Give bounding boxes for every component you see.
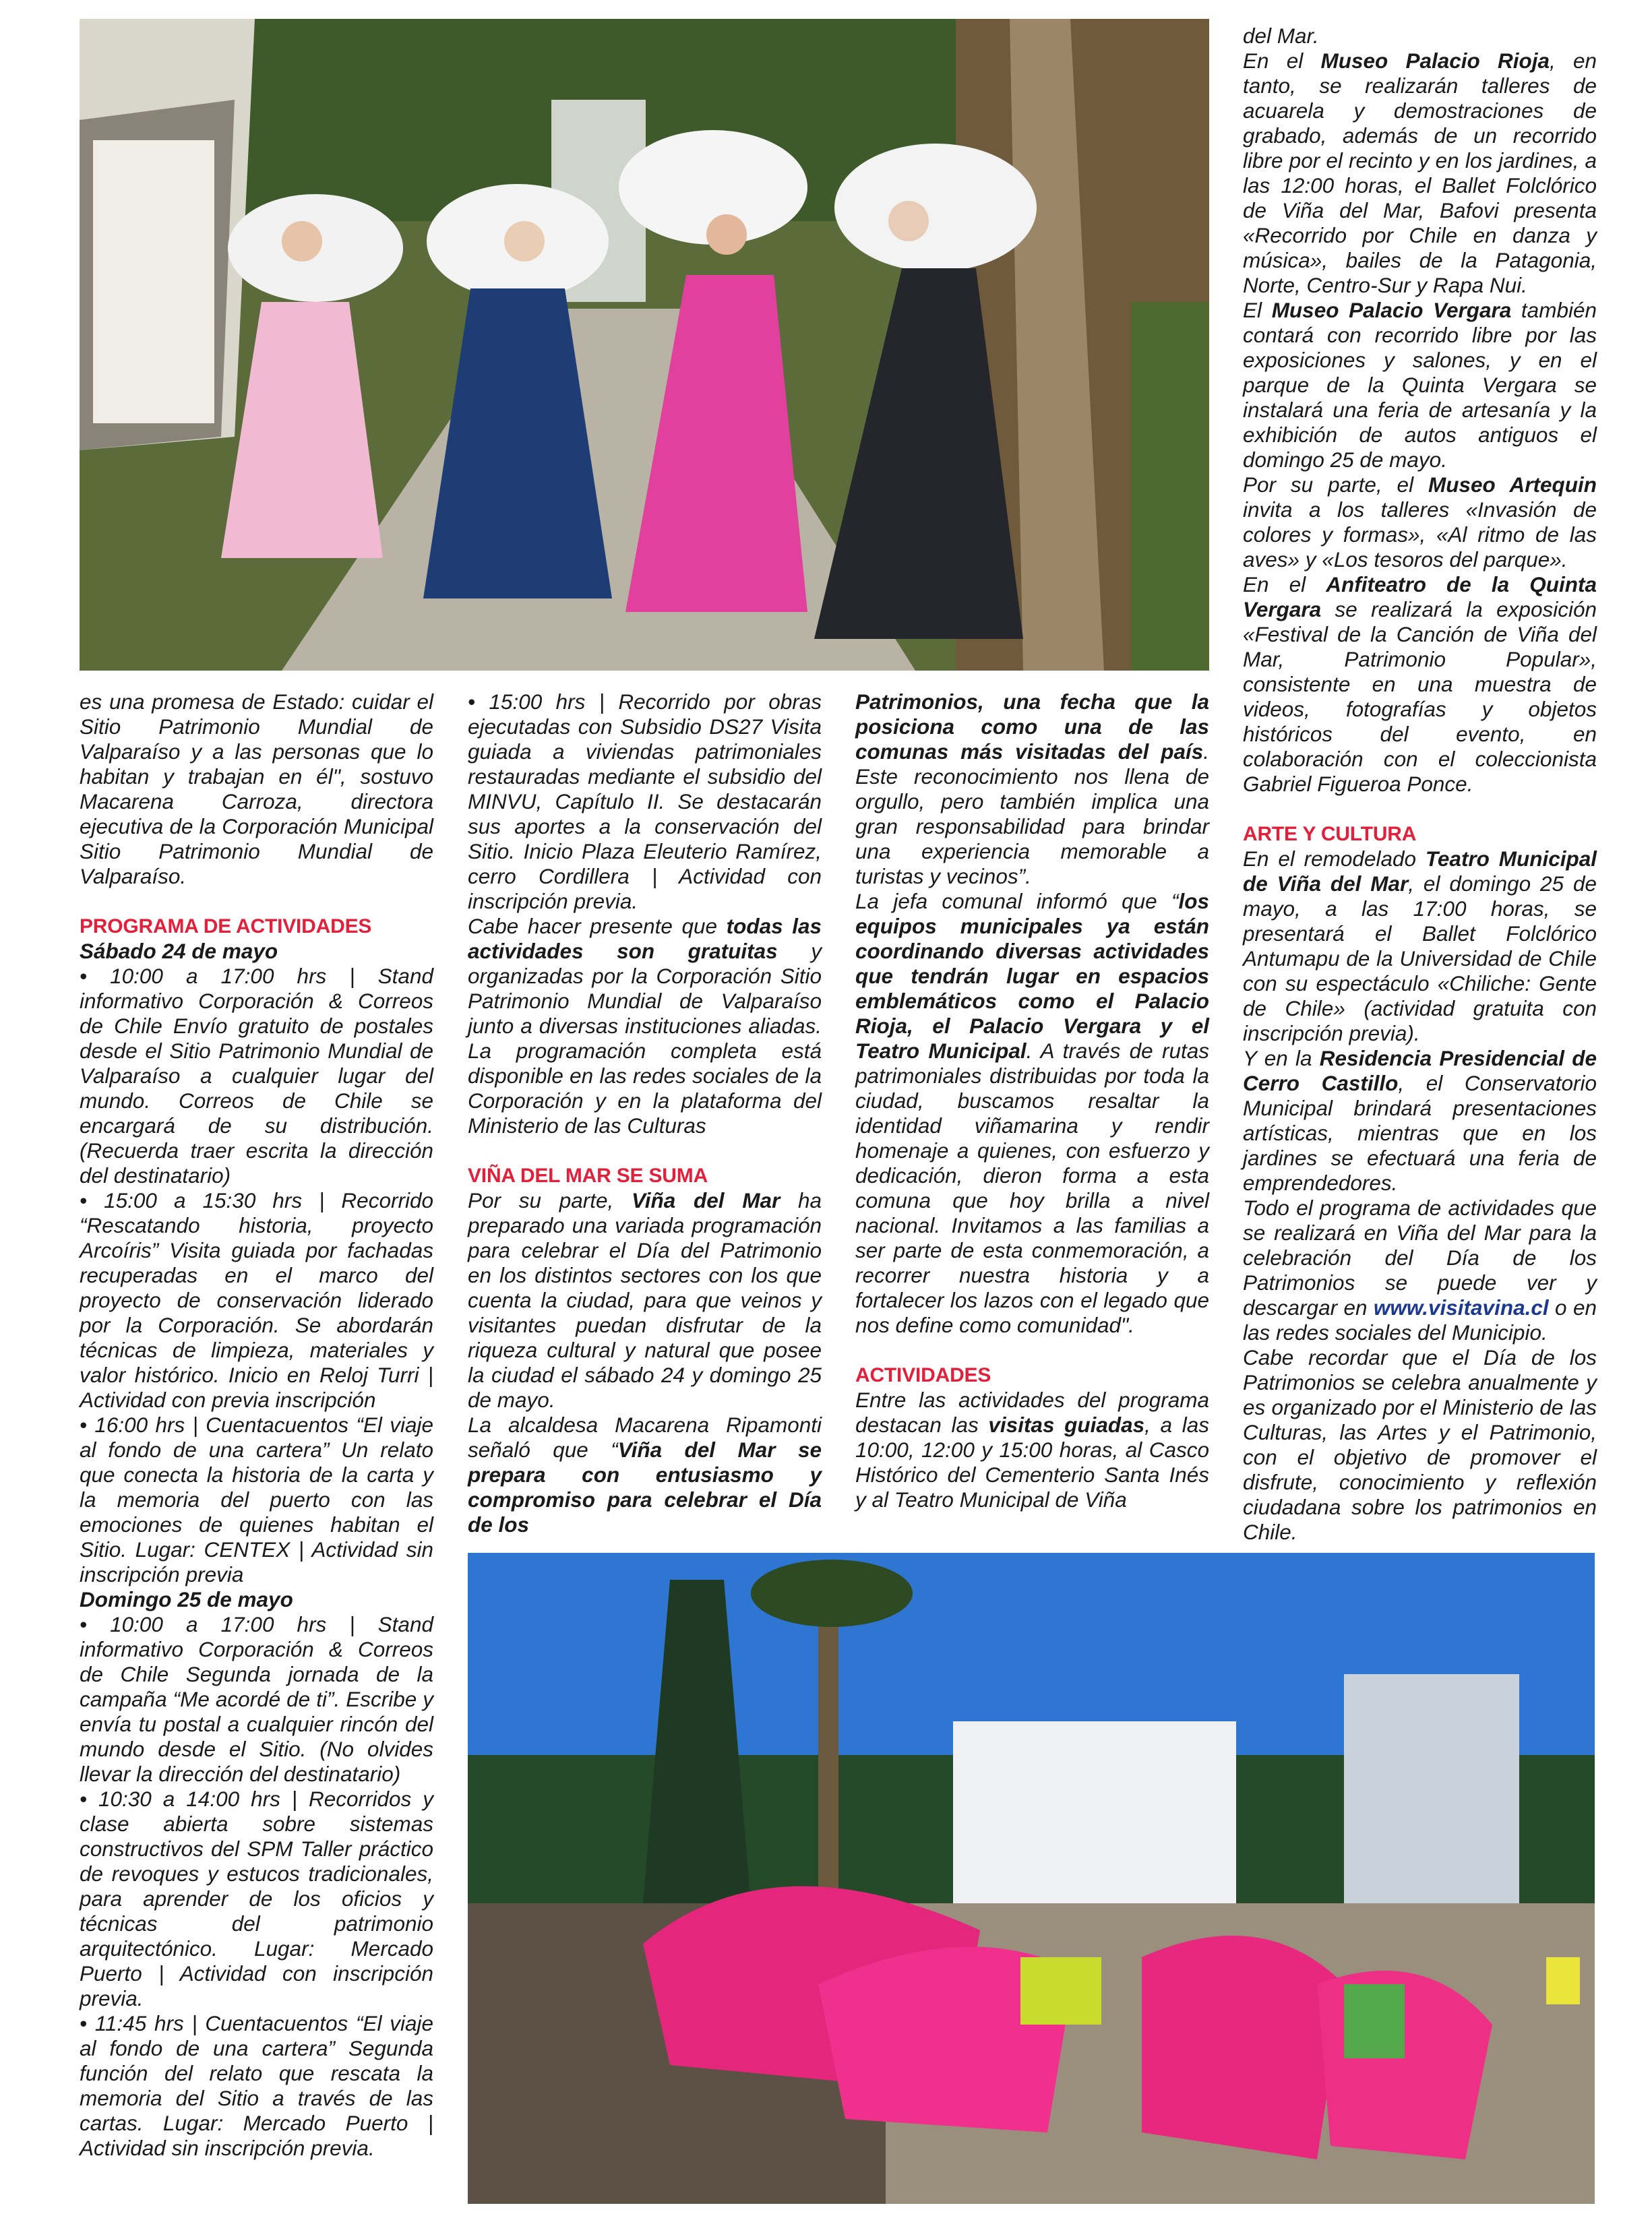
section-heading-actividades: ACTIVIDADES [855,1364,991,1386]
section-heading-vina: VIÑA DEL MAR SE SUMA [468,1165,708,1187]
col4-vergara-paragraph: El Museo Palacio Vergara también contará con recorrido libre por las exposiciones y salones, y en el parque de la Quinta Vergara se instalará una feria de artesanía y la exhibición de autos antiguos el domingo 25 de mayo. [1243,298,1597,472]
col3-quote-continued: Patrimonios, una fecha que la posiciona como una de las comunas más visitadas del país. Este reconocimiento nos llena de orgullo, pero también implica una gran responsabilidad para brindar una experiencia memorable a turistas y vecinos”. [855,689,1209,888]
visitavina-link[interactable]: www.visitavina.cl [1373,1295,1549,1320]
col4-artequin-paragraph: Por su parte, el Museo Artequin invita a los talleres «Invasión de colores y formas», «Al ritmo de las aves» y «Los tesoros del parque». [1243,472,1597,572]
col2-gratuitas-paragraph: Cabe hacer presente que todas las actividades son gratuitas y organizadas por la Corporación Sitio Patrimonio Mundial de Valparaíso junto a diversas instituciones aliadas. La programación completa está disponible en las redes sociales de la Corporación y en la plataforma del Ministerio de las Culturas [468,914,822,1138]
col4-programa-paragraph: Todo el programa de actividades que se realizará en Viña del Mar para la celebración del Día de los Patrimonios se puede ver y descargar en www.visitavina.cl o en las redes sociales del Municipio. [1243,1196,1597,1345]
col1-intro-paragraph: es una promesa de Estado: cuidar el Sitio Patrimonio Mundial de Valparaíso y a las personas que lo habitan y trabajan en él", sostuvo Macarena Carroza, directora ejecutiva de la Corporación Municipal Sitio Patrimonio Mundial de Valparaíso. [80,689,433,888]
column-3 [855,689,1209,1512]
col2-subsidio-item: • 15:00 hrs | Recorrido por obras ejecutadas con Subsidio DS27 Visita guiada a viviendas patrimoniales restauradas mediante el subsidio del MINVU, Capítulo II. Se destacarán sus aportes a la conservación del Sitio. Inicio Plaza Eleuterio Ramírez, cerro Cordillera | Actividad con inscripción previa. [468,689,822,913]
photo-folk-dancers [468,1553,1595,2204]
col4-rioja-paragraph: En el Museo Palacio Rioja, en tanto, se realizarán talleres de acuarela y demostraciones de grabado, además de un recorrido libre por el recinto y en los jardines, a las 12:00 horas, el Ballet Folclórico de Viña del Mar, Bafovi presenta «Recorrido por Chile en danza y música», bailes de la Patagonia, Norte, Centro-Sur y Rapa Nui. [1243,49,1597,297]
domingo-item-2: • 10:30 a 14:00 hrs | Recorridos y clase abierta sobre sistemas constructivos del SPM Taller práctico de revoques y estucos tradicionales, para aprender de los oficios y técnicas del patrimonio arquitectónico. Lugar: Mercado Puerto | Actividad con inscripción previa. [80,1787,433,2010]
section-heading-programa: PROGRAMA DE ACTIVIDADES [80,915,372,937]
col4-closing-paragraph: Cabe recordar que el Día de los Patrimonios se celebra anualmente y es organizado por el Ministerio de las Culturas, las Artes y el Patrimonio, con el objetivo de promover el disfrute, conocimiento y reflexión ciudadana sobre los patrimonios en Chile. [1243,1345,1597,1544]
col2-alcaldesa-paragraph: La alcaldesa Macarena Ripamonti señaló que “Viña del Mar se prepara con entusiasmo y compromiso para celebrar el Día de los [468,1413,822,1537]
column-1 [80,689,433,2161]
col3-visitas-paragraph: Entre las actividades del programa destacan las visitas guiadas, a las 10:00, 12:00 y 15:00 horas, al Casco Histórico del Cementerio Santa Inés y al Teatro Municipal de Viña [855,1388,1209,1512]
photo-ladies-parasols [80,19,1209,671]
col4-castillo-paragraph: Y en la Residencia Presidencial de Cerro Castillo, el Conservatorio Municipal brindará presentaciones artísticas, mientras que en los jardines se efectuará una feria de emprendedores. [1243,1046,1597,1195]
column-2 [468,689,822,1537]
sabado-item-3: • 16:00 hrs | Cuentacuentos “El viaje al fondo de una cartera” Un relato que conecta la historia de la carta y la memoria del puerto con las emociones de quienes habitan el Sitio. Lugar: CENTEX | Actividad sin inscripción previa [80,1413,433,1587]
col2-vina-paragraph: Por su parte, Viña del Mar ha preparado una variada programación para celebrar el Día del Patrimonio en los distintos sectores con los que cuenta la ciudad, para que veinos y visitantes puedan disfrutar de la riqueza cultural y natural que posee la ciudad el sábado 24 y domingo 25 de mayo. [468,1188,822,1412]
domingo-item-3: • 11:45 hrs | Cuentacuentos “El viaje al fondo de una cartera” Segunda función del relato que rescata la memoria del Sitio a través de las cartas. Lugar: Mercado Puerto | Actividad sin inscripción previa. [80,2011,433,2160]
col3-jefa-comunal-paragraph: La jefa comunal informó que “los equipos municipales ya están coordinando diversas actividades que tendrán lugar en espacios emblemáticos como el Palacio Rioja, el Palacio Vergara y el Teatro Municipal. A través de rutas patrimoniales distribuidas por toda la ciudad, buscamos resaltar la identidad viñamarina y rendir homenaje a quienes, con esfuerzo y dedicación, dieron forma a esta comuna que hoy brilla a nivel nacional. Invitamos a las familias a ser parte de esta conmemoración, a recorrer nuestra historia y a fortalecer los lazos con el legado que nos define como comunidad". [855,889,1210,1337]
day-heading-sabado: Sábado 24 de mayo [80,939,278,963]
sabado-item-1: • 10:00 a 17:00 hrs | Stand informativo Corporación & Correos de Chile Envío gratuito de postales desde el Sitio Patrimonio Mundial de Valparaíso a cualquier lugar del mundo. Correos de Chile se encargará de su distribución. (Recuerda traer escrita la dirección del destinatario) [80,964,433,1188]
domingo-item-1: • 10:00 a 17:00 hrs | Stand informativo Corporación & Correos de Chile Segunda jornada de la campaña “Me acordé de ti”. Escribe y envía tu postal a cualquier rincón del mundo desde el Sitio. (No olvides llevar la dirección del destinatario) [80,1612,433,1786]
col4-anfiteatro-paragraph: En el Anfiteatro de la Quinta Vergara se realizará la exposición «Festival de la Canción de Viña del Mar, Patrimonio Popular», consistente en una muestra de videos, fotografías y objetos históricos del evento, en colaboración con el coleccionista Gabriel Figueroa Ponce. [1243,572,1597,796]
col4-continuation: del Mar. [1243,24,1319,48]
section-heading-arte: ARTE Y CULTURA [1243,823,1417,845]
col4-teatro-paragraph: En el remodelado Teatro Municipal de Viña del Mar, el domingo 25 de mayo, a las 17:00 horas, se presentará el Ballet Folclórico Antumapu de la Universidad de Chile con su espectáculo «Chiliche: Gente de Chile» (actividad gratuita con inscripción previa). [1243,847,1597,1045]
day-heading-domingo: Domingo 25 de mayo [80,1587,293,1611]
sabado-item-2: • 15:00 a 15:30 hrs | Recorrido “Rescatando historia, proyecto Arcoíris” Visita guiada por fachadas recuperadas en el marco del proyecto de conservación liderado por la Corporación. Se abordarán técnicas de limpieza, materiales y valor histórico. Inicio en Reloj Turri | Actividad con previa inscripción [80,1188,433,1412]
column-4 [1243,24,1597,1545]
